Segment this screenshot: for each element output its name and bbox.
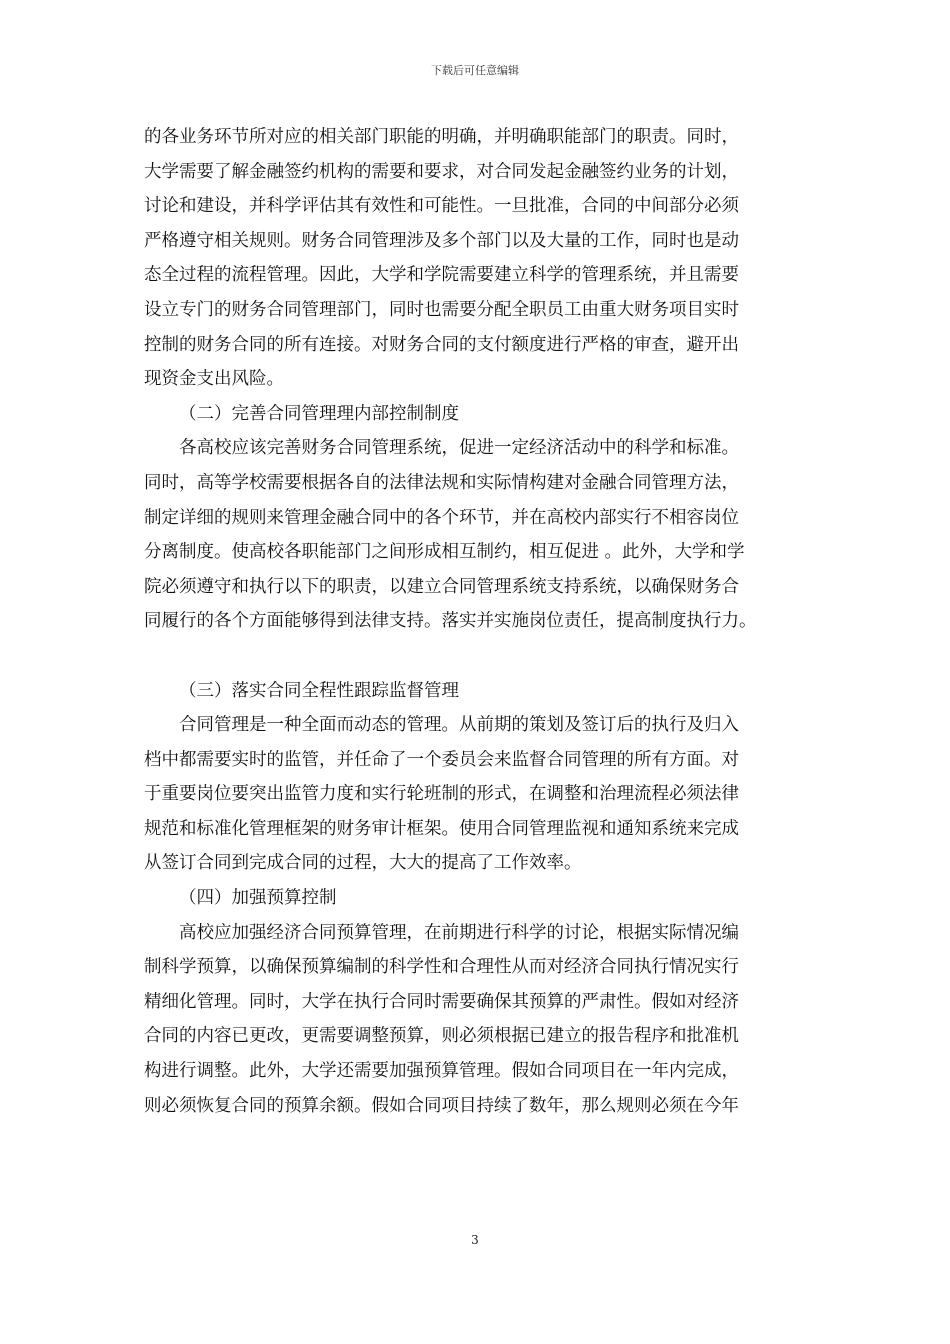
page-number: 3 xyxy=(471,1233,479,1247)
paragraph-line: 规范和标准化管理框架的财务审计框架。使用合同管理监视和通知系统来完成 xyxy=(144,818,739,839)
paragraph-line: 制科学预算，以确保预算编制的科学性和合理性从而对经济合同执行情况实行 xyxy=(144,957,739,978)
paragraph-line: 态全过程的流程管理。因此，大学和学院需要建立科学的管理系统，并且需要 xyxy=(144,265,739,286)
paragraph-line: 控制的财务合同的所有连接。对财务合同的支付额度进行严格的审查，避开出 xyxy=(144,334,739,355)
paragraph-line: 分离制度。使高校各职能部门之间形成相互制约，相互促进 。此外，大学和学 xyxy=(144,542,745,563)
paragraph-line: 合同管理是一种全面而动态的管理。从前期的策划及签订后的执行及归入 xyxy=(179,715,739,736)
page-header: 下载后可任意编辑 xyxy=(431,64,519,77)
paragraph-line: 则必须恢复合同的预算余额。假如合同项目持续了数年，那么规则必须在今年 xyxy=(144,1095,739,1116)
paragraph-line: 合同的内容已更改，更需要调整预算，则必须根据已建立的报告程序和批准机 xyxy=(144,1026,739,1047)
paragraph-line: 大学需要了解金融签约机构的需要和要求，对合同发起金融签约业务的计划， xyxy=(144,161,739,182)
paragraph-line: 同履行的各个方面能够得到法律支持。落实并实施岗位责任，提高制度执行力。 xyxy=(144,611,757,632)
paragraph-line: 高校应加强经济合同预算管理，在前期进行科学的讨论，根据实际情况编 xyxy=(179,922,739,943)
paragraph-line: 讨论和建设，并科学评估其有效性和可能性。一旦批准，合同的中间部分必须 xyxy=(144,196,739,217)
paragraph-line: 现资金支出风险。 xyxy=(144,369,284,390)
paragraph-line: 制定详细的规则来管理金融合同中的各个环节，并在高校内部实行不相容岗位 xyxy=(144,507,739,528)
section-heading: （二）完善合同管理理内部控制制度 xyxy=(179,403,459,424)
paragraph-line: 同时，高等学校需要根据各自的法律法规和实际情构建对金融合同管理方法， xyxy=(144,472,739,493)
paragraph-line: 从签订合同到完成合同的过程，大大的提高了工作效率。 xyxy=(144,853,582,874)
paragraph-line: 严格遵守相关规则。财务合同管理涉及多个部门以及大量的工作，同时也是动 xyxy=(144,230,739,251)
paragraph-line: 院必须遵守和执行以下的职责，以建立合同管理系统支持系统，以确保财务合 xyxy=(144,576,739,597)
paragraph-line: 设立专门的财务合同管理部门，同时也需要分配全职员工由重大财务项目实时 xyxy=(144,299,739,320)
blank-line xyxy=(144,639,809,674)
section-heading: （四）加强预算控制 xyxy=(179,888,337,909)
paragraph-line: 构进行调整。此外，大学还需要加强预算管理。假如合同项目在一年内完成， xyxy=(144,1061,739,1082)
paragraph-line: 档中都需要实时的监管，并任命了一个委员会来监督合同管理的所有方面。对 xyxy=(144,749,739,770)
paragraph-line: 于重要岗位要突出监管力度和实行轮班制的形式，在调整和治理流程必须法律 xyxy=(144,784,739,805)
document-body xyxy=(144,120,809,1123)
paragraph-line: 各高校应该完善财务合同管理系统，促进一定经济活动中的科学和标准。 xyxy=(179,438,739,459)
paragraph-line: 的各业务环节所对应的相关部门职能的明确，并明确职能部门的职责。同时， xyxy=(144,127,739,147)
paragraph-line: 精细化管理。同时，大学在执行合同时需要确保其预算的严肃性。假如对经济 xyxy=(144,991,739,1012)
section-heading: （三）落实合同全程性跟踪监督管理 xyxy=(179,680,459,701)
